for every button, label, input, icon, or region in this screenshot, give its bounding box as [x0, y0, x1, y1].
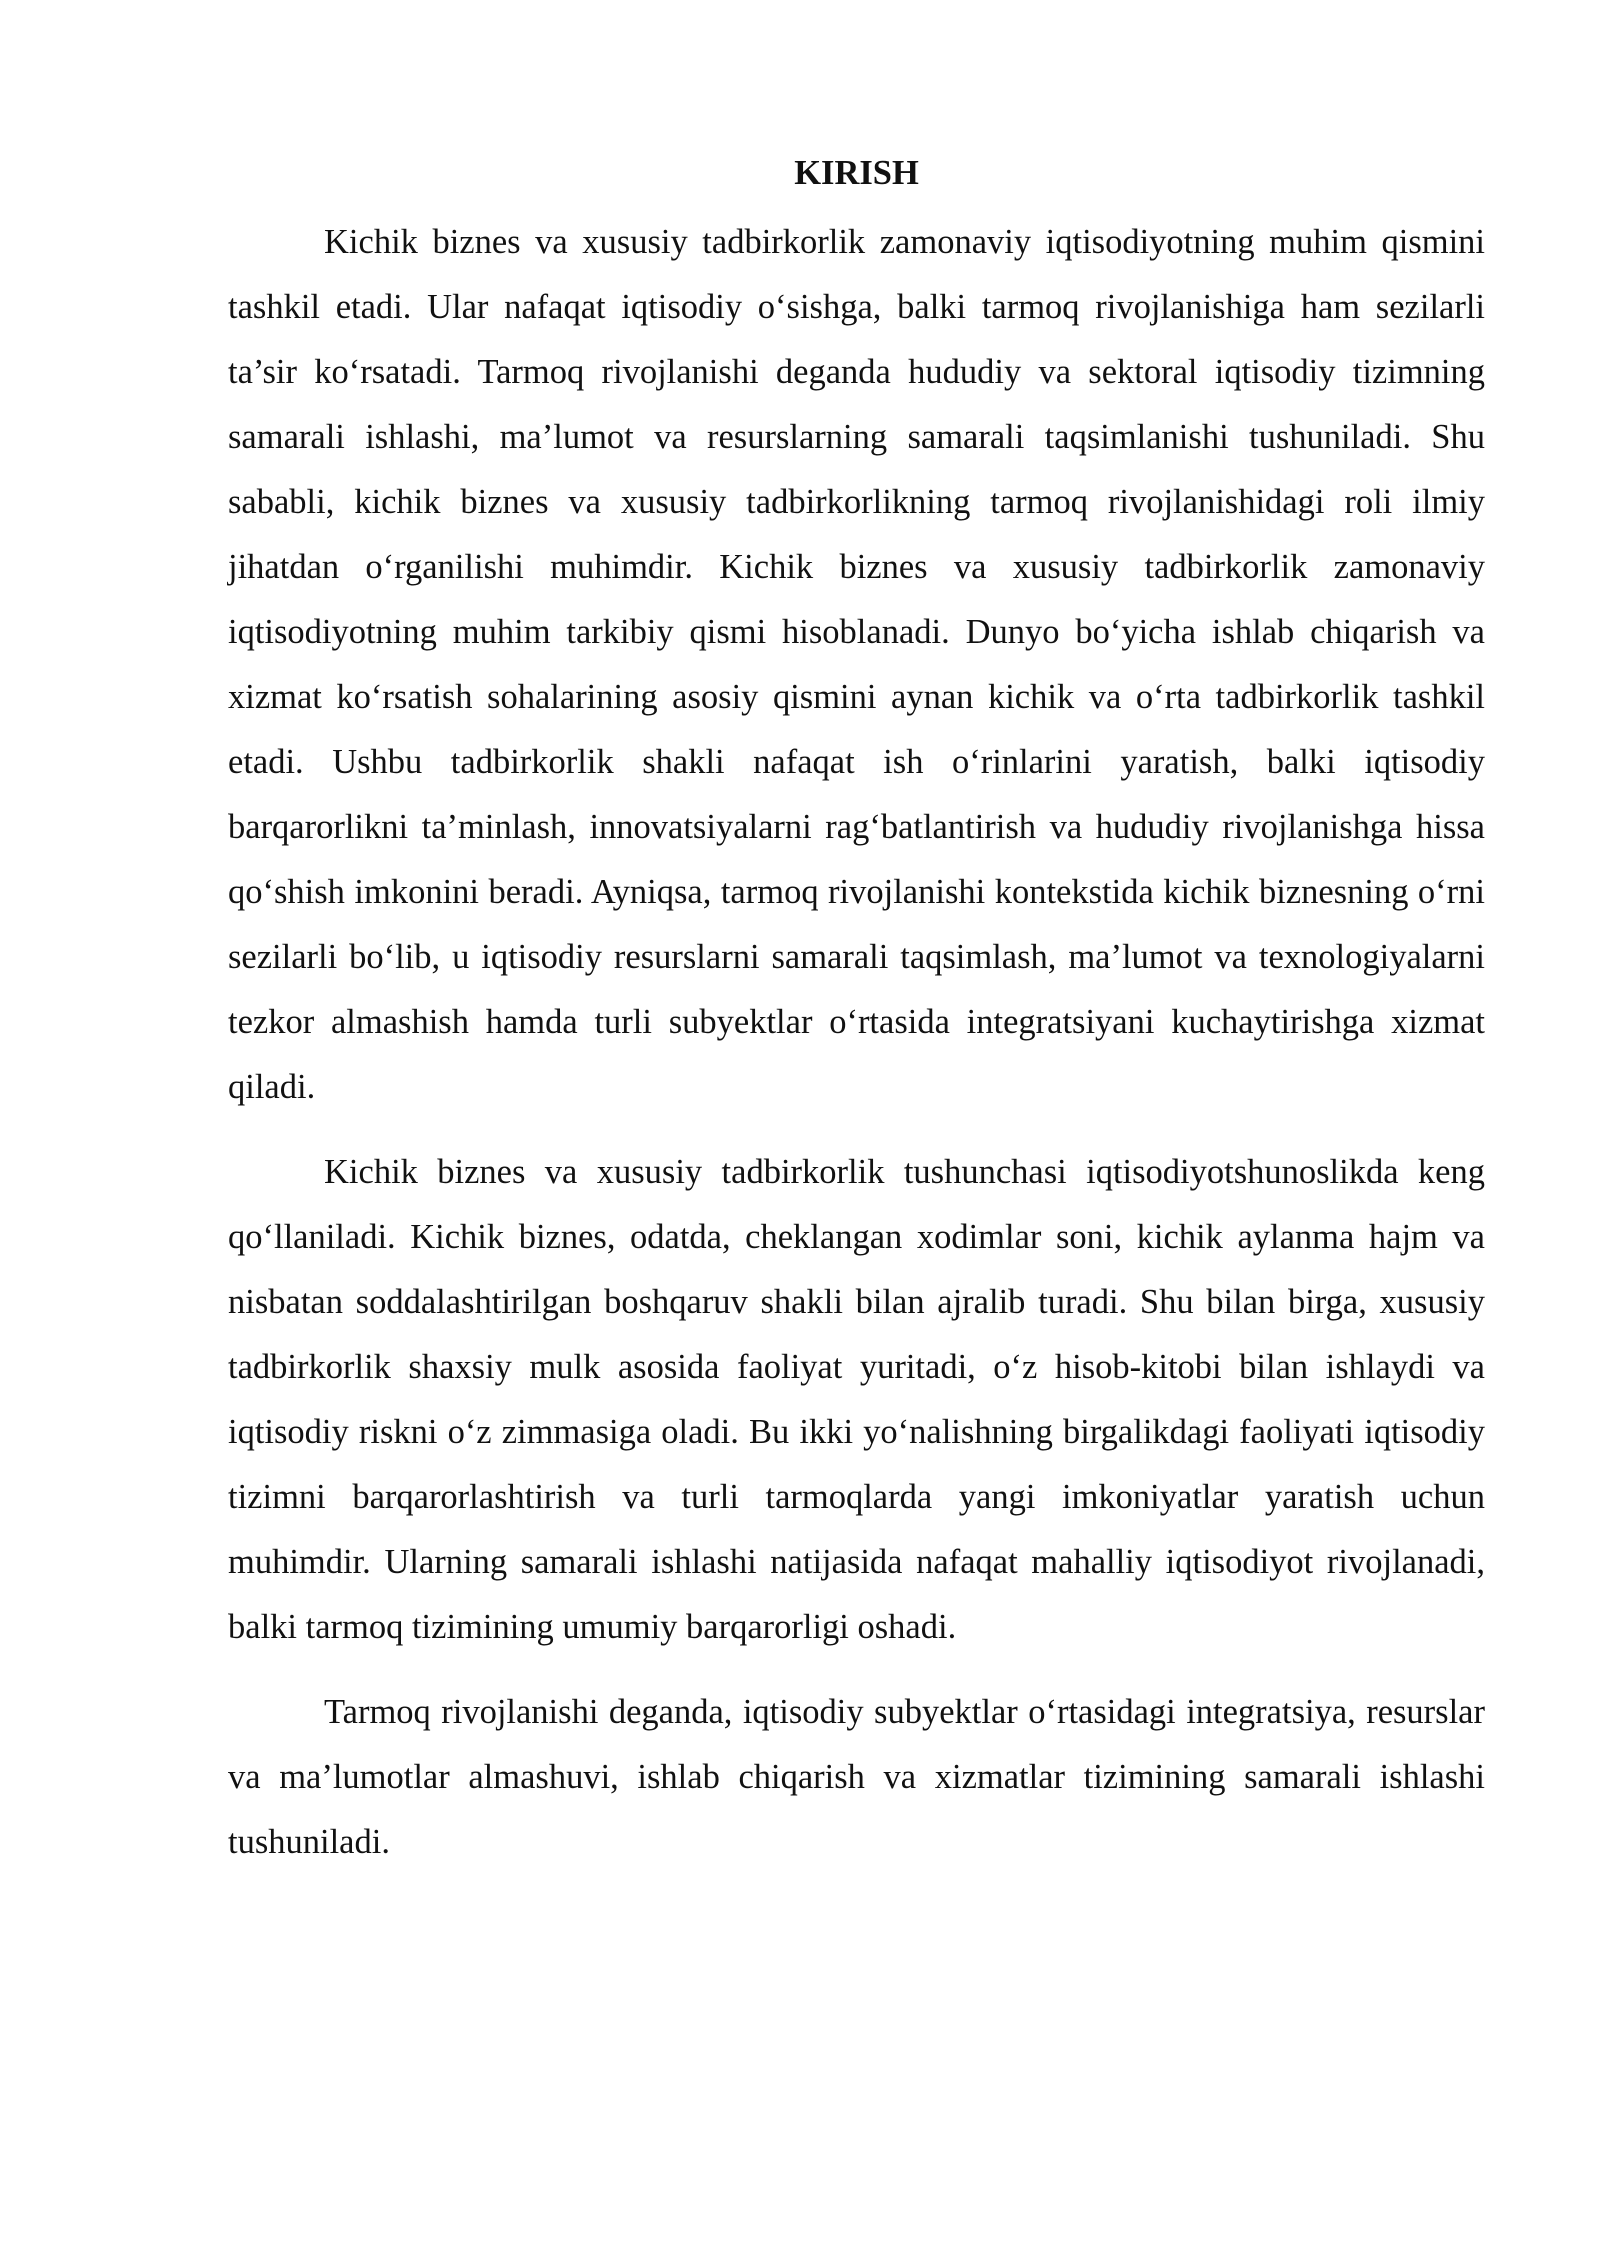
paragraph-3: Tarmoq rivojlanishi deganda, iqtisodiy subyektlar o‘rtasidagi integratsiya, resurslar va ma’lumotlar almashuvi, ishlab chiqarish va xizmatlar tizimining samarali ishlashi tushuniladi.: [228, 1693, 1485, 1861]
document-title: KIRISH: [794, 154, 919, 192]
document-body: [228, 148, 1485, 1895]
paragraph-1: Kichik biznes va xususiy tadbirkorlik zamonaviy iqtisodiyotning muhim qismini tashkil etadi. Ular nafaqat iqtisodiy o‘sishga, balki tarmoq rivojlanishiga ham sezilarli ta’sir ko‘rsatadi. Tarmoq rivojlanishi deganda hududiy va sektoral iqtisodiy tizimning samarali ishlashi, ma’lumot va resurslarning samarali taqsimlanishi tushuniladi. Shu sababli, kichik biznes va xususiy tadbirkorlikning tarmoq rivojlanishidagi roli ilmiy jihatdan o‘rganilishi muhimdir. Kichik biznes va xususiy tadbirkorlik zamonaviy iqtisodiyotning muhim tarkibiy qismi hisoblanadi. Dunyo bo‘yicha ishlab chiqarish va xizmat ko‘rsatish sohalarining asosiy qismini aynan kichik va o‘rta tadbirkorlik tashkil etadi. Ushbu tadbirkorlik shakli nafaqat ish o‘rinlarini yaratish, balki iqtisodiy barqarorlikni ta’minlash, innovatsiyalarni rag‘batlantirish va hududiy rivojlanishga hissa qo‘shish imkonini beradi. Ayniqsa, tarmoq rivojlanishi kontekstida kichik biznesning o‘rni sezilarli bo‘lib, u iqtisodiy resurslarni samarali taqsimlash, ma’lumot va texnologiyalarni tezkor almashish hamda turli subyektlar o‘rtasida integratsiyani kuchaytirishga xizmat qiladi.: [228, 223, 1485, 1106]
paragraph-2: Kichik biznes va xususiy tadbirkorlik tushunchasi iqtisodiyotshunoslikda keng qo‘llaniladi. Kichik biznes, odatda, cheklangan xodimlar soni, kichik aylanma hajm va nisbatan soddalashtirilgan boshqaruv shakli bilan ajralib turadi. Shu bilan birga, xususiy tadbirkorlik shaxsiy mulk asosida faoliyat yuritadi, o‘z hisob-kitobi bilan ishlaydi va iqtisodiy riskni o‘z zimmasiga oladi. Bu ikki yo‘nalishning birgalikdagi faoliyati iqtisodiy tizimni barqarorlashtirish va turli tarmoqlarda yangi imkoniyatlar yaratish uchun muhimdir. Ularning samarali ishlashi natijasida nafaqat mahalliy iqtisodiyot rivojlanadi, balki tarmoq tizimining umumiy barqarorligi oshadi.: [228, 1153, 1485, 1646]
